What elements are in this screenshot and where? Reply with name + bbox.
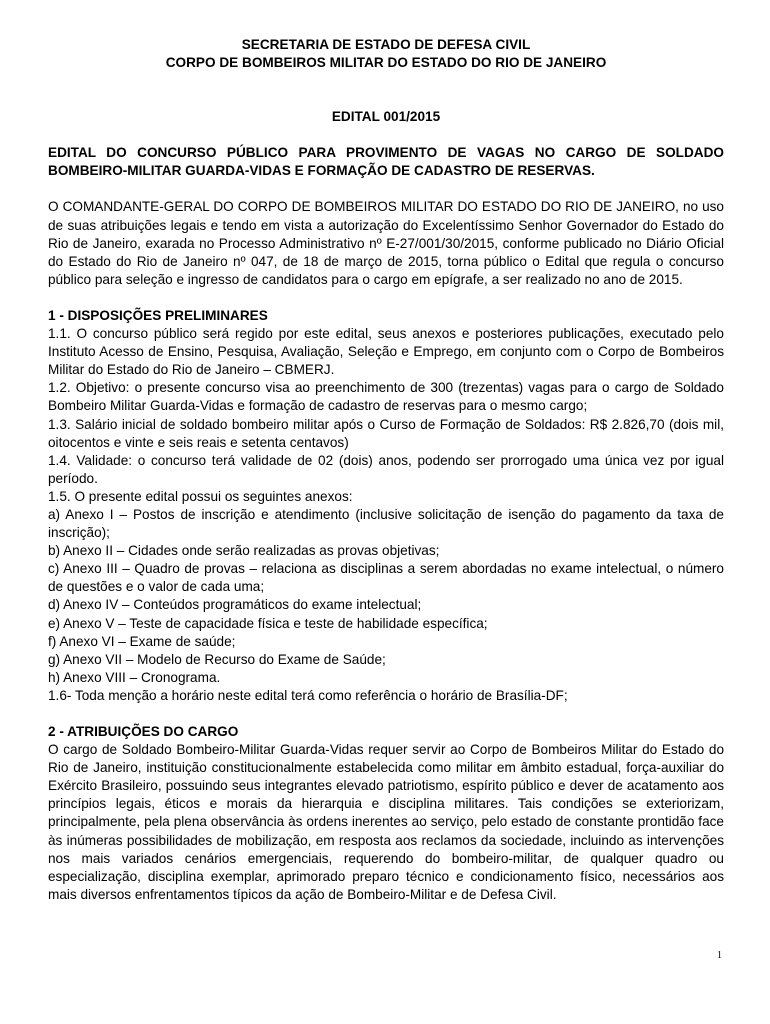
annex-item: g) Anexo VII – Modelo de Recurso do Exame de Saúde;	[48, 651, 386, 667]
section-2-title: 2 - ATRIBUIÇÕES DO CARGO	[48, 724, 239, 739]
section-1-title: 1 - DISPOSIÇÕES PRELIMINARES	[48, 307, 268, 323]
annex-item: h) Anexo VIII – Cronograma.	[48, 669, 221, 685]
section-1-item: 1.4. Validade: o concurso terá validade de 02 (dois) anos, podendo ser prorrogado uma única vez por igual período.	[48, 452, 724, 486]
section-2-body: O cargo de Soldado Bombeiro-Militar Guarda-Vidas requer servir ao Corpo de Bombeiros Militar do Estado do Rio de Janeiro, instituição constitucionalmente estabelecida como militar em âmbito estadual, força-auxiliar do Exército Brasileiro, possuindo seus integrantes elevado patriotismo, espírito público e dever de acatamento aos princípios legais, éticos e morais da hierarquia e disciplina militares. Tais condições se exteriorizam, principalmente, pela plena observância às ordens inerentes ao serviço, pelo estado de constante prontidão face às inúmeras possibilidades de mobilização, em resposta aos reclamos da sociedade, incluindo as intervenções nos mais variados cenários emergenciais, requerendo do bombeiro-militar, de qualquer quadro ou especialização, disciplina exemplar, aprimorado preparo técnico e condicionamento físico, necessários aos mais diversos enfrentamentos típicos da ação de Bombeiro-Militar e de Defesa Civil.	[48, 742, 724, 902]
section-1-item: 1.6- Toda menção a horário neste edital terá como referência o horário de Brasília-DF;	[48, 687, 568, 703]
section-1-item: 1.2. Objetivo: o presente concurso visa ao preenchimento de 300 (trezentas) vagas para o cargo de Soldado Bombeiro Militar Guarda-Vidas e formação de cadastro de reservas para o mesmo cargo;	[48, 380, 724, 414]
annex-item: c) Anexo III – Quadro de provas – relaciona as disciplinas a serem abordadas no exame intelectual, o número de questões e o valor de cada uma;	[48, 561, 724, 595]
page-number: 1	[717, 950, 722, 961]
annex-item: d) Anexo IV – Conteúdos programáticos do exame intelectual;	[48, 597, 422, 613]
section-1-item: 1.5. O presente edital possui os seguintes anexos:	[48, 488, 353, 504]
annex-item: e) Anexo V – Teste de capacidade física e teste de habilidade específica;	[48, 615, 488, 631]
header-corpo-bombeiros: CORPO DE BOMBEIROS MILITAR DO ESTADO DO RIO DE JANEIRO	[165, 55, 607, 71]
section-1-item: 1.1. O concurso público será regido por este edital, seus anexos e posteriores publicações, executado pelo Instituto Acesso de Ensino, Pesquisa, Avaliação, Seleção e Emprego, em conjunto com o Corpo de Bombeiros Militar do Estado do Rio de Janeiro – CBMERJ.	[48, 326, 724, 378]
annex-item: a) Anexo I – Postos de inscrição e atendimento (inclusive solicitação de isenção do pagamento da taxa de inscrição);	[48, 506, 724, 541]
edital-number: EDITAL 001/2015	[331, 109, 441, 125]
intro-paragraph: O COMANDANTE-GERAL DO CORPO DE BOMBEIROS MILITAR DO ESTADO DO RIO DE JANEIRO, no uso de suas atribuições legais e tendo em vista a autorização do Excelentíssimo Senhor Governador do Estado do Rio de Janeiro, exarada no Processo Administrativo nº E-27/001/30/2015, conforme publicado no Diário Oficial do Estado do Rio de Janeiro nº 047, de 18 de março de 2015, torna público o Edital que regula o concurso público para seleção e ingresso de candidatos para o cargo em epígrafe, a ser realizado no ano de 2015.	[48, 199, 724, 287]
edital-title: EDITAL DO CONCURSO PÚBLICO PARA PROVIMENTO DE VAGAS NO CARGO DE SOLDADO BOMBEIRO-MILITAR GUARDA-VIDAS E FORMAÇÃO DE CADASTRO DE RESERVAS.	[48, 145, 724, 179]
document-page	[48, 36, 724, 904]
annex-item: b) Anexo II – Cidades onde serão realizadas as provas objetivas;	[48, 543, 440, 559]
header-secretaria: SECRETARIA DE ESTADO DE DEFESA CIVIL	[241, 37, 531, 52]
section-1-item: 1.3. Salário inicial de soldado bombeiro militar após o Curso de Formação de Soldados: R$ 2.826,70 (dois mil, oitocentos e vinte e seis reais e setenta centavos)	[48, 416, 724, 450]
annex-item: f) Anexo VI – Exame de saúde;	[48, 633, 236, 649]
